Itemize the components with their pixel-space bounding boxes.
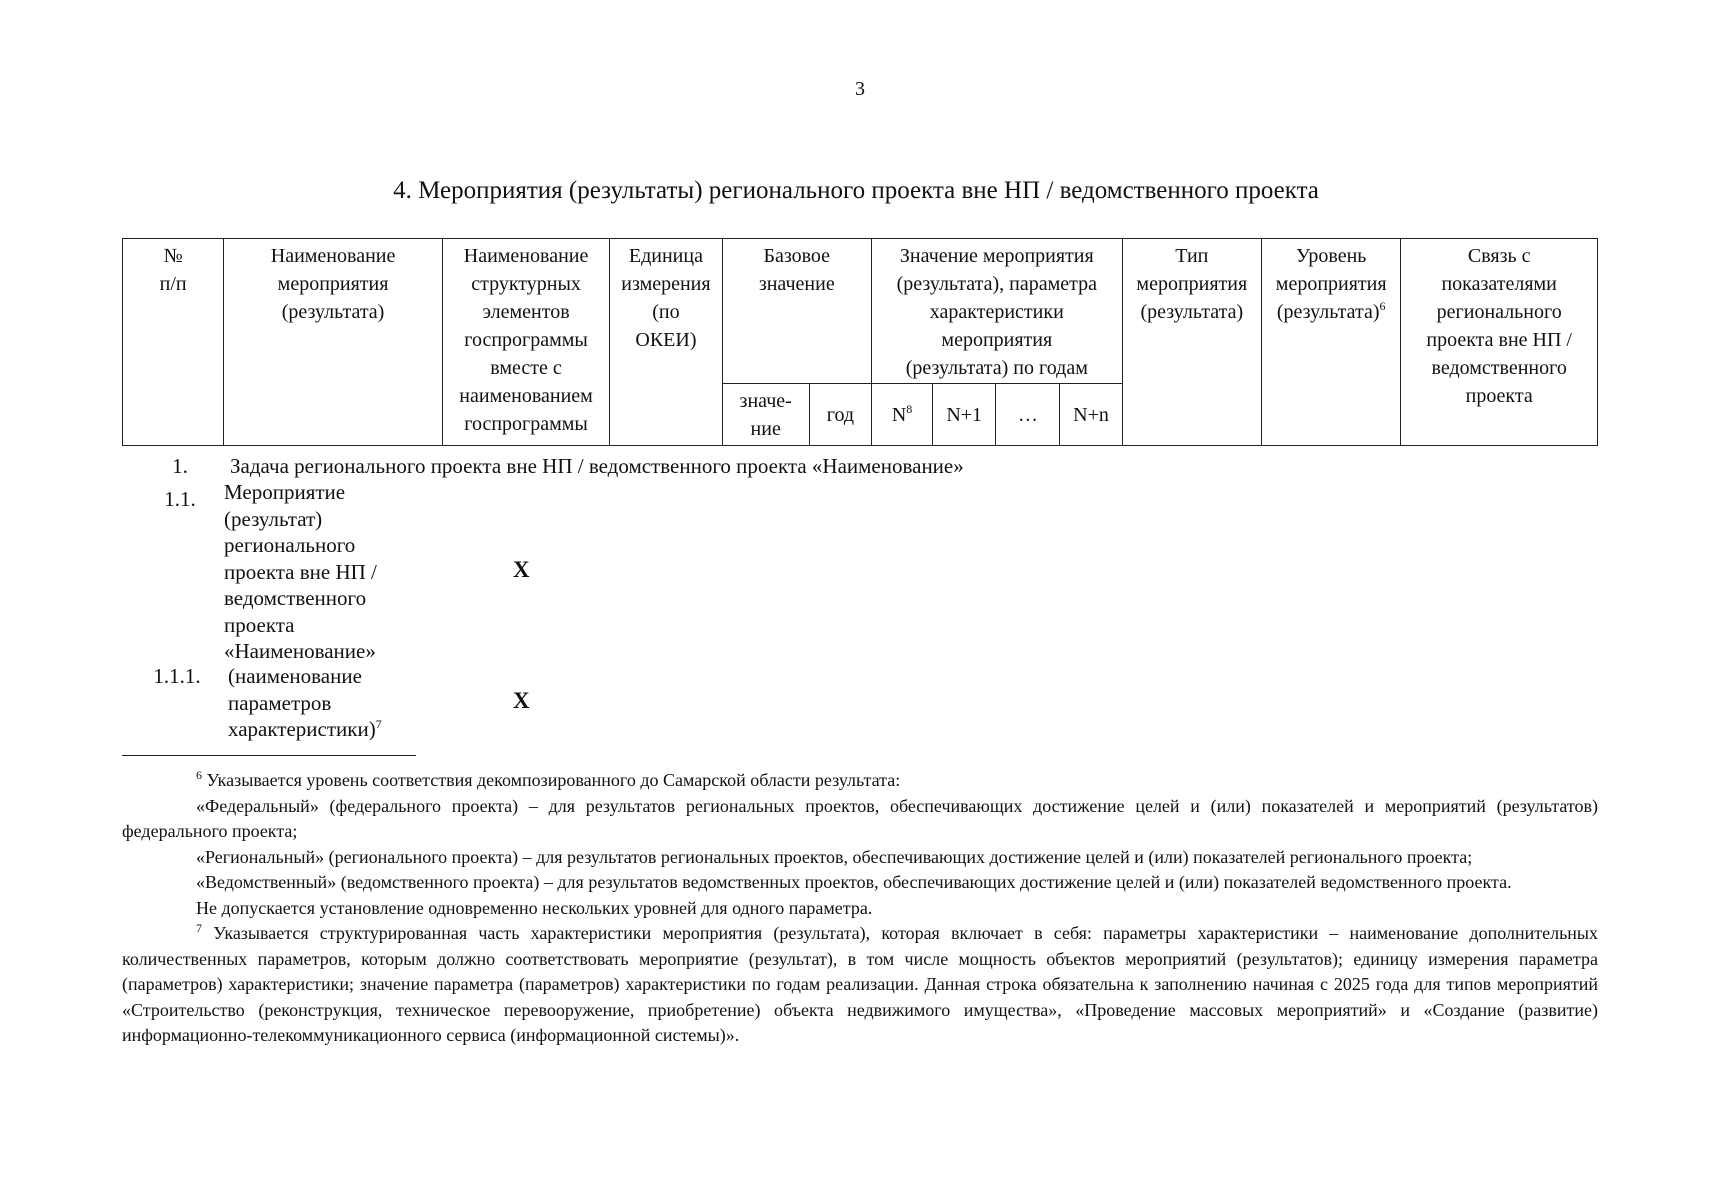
row-parameter-text xyxy=(228,663,428,743)
header-activity-level xyxy=(1262,239,1401,446)
section-title: 4. Мероприятия (результаты) регионального проекта вне НП / ведомственного проекта xyxy=(393,177,1319,204)
row-task-text: Задача регионального проекта вне НП / ведомственного проекта «Наименование» xyxy=(230,454,964,478)
header-activity-name: Наименование мероприятия (результата) xyxy=(224,239,443,446)
footnote-6-federal: «Федеральный» (федерального проекта) – для результатов региональных проектов, обеспечивающих достижение целей и (или) показателей и мероприятий (результатов) федерального проекта; xyxy=(122,795,1598,841)
row-parameter-label: (наименование параметров характеристики) xyxy=(228,664,376,741)
header-structural-elements: Наименование структурных элементов госпрограммы вместе с наименованием госпрограммы xyxy=(442,239,609,446)
header-level-footnote-ref: 6 xyxy=(1379,299,1386,313)
footnote-7 xyxy=(122,921,1598,1049)
footnote-6-departmental: «Ведомственный» (ведомственного проекта) – для результатов ведомственных проектов, обеспечивающих достижение целей и (или) показателей ведомственного проекта. xyxy=(196,872,1512,892)
subheader-year-nn: N+n xyxy=(1060,384,1122,446)
subheader-year-dots: … xyxy=(996,384,1060,446)
header-unit: Единица измерения (по ОКЕИ) xyxy=(610,239,722,446)
footnote-7-text: Указывается структурированная часть характеристики мероприятия (результата), которая включает в себя: параметры характеристики – наименование дополнительных количественных параметров, которым должно соответствовать мероприятие (результат), в том числе мощность объектов мероприятий (результатов); единицу измерения параметра (параметров) характеристики; значение параметра (параметров) характеристики по годам реализации. Данная строка обязательна к заполнению начиная с 2025 года для типов мероприятий «Строительство (реконструкция, техническое перевооружение, приобретение) объекта недвижимого имущества», «Проведение массовых мероприятий» и «Создание (развитие) информационно-телекоммуникационного сервиса (информационной системы)». xyxy=(122,923,1598,1045)
row-activity-x-mark: X xyxy=(513,557,530,582)
row-parameter-x-mark: X xyxy=(513,688,530,713)
header-indicator-link: Связь с показателями регионального проекта вне НП / ведомственного проекта xyxy=(1401,239,1598,446)
subheader-year-n1: N+1 xyxy=(933,384,996,446)
header-values-by-year: Значение мероприятия (результата), параметра характеристики мероприятия (результата) по годам xyxy=(871,239,1122,384)
footnote-6-head xyxy=(122,768,1598,794)
row-activity-text: Мероприятие (результат) регионального проекта вне НП / ведомственного проекта «Наименование» xyxy=(224,480,377,663)
header-num: № п/п xyxy=(123,239,224,446)
footnote-6-marker: 6 xyxy=(196,768,202,782)
header-base-value: Базовое значение xyxy=(722,239,871,384)
row-task-number: 1. xyxy=(172,454,188,478)
year-n-label: N xyxy=(891,403,907,426)
subheader-base-value: значе- ние xyxy=(722,384,809,446)
footnote-7-marker: 7 xyxy=(196,921,202,935)
header-level-text: Уровень мероприятия (результата) xyxy=(1275,245,1387,323)
footnote-divider xyxy=(122,755,416,756)
footnote-6-note: Не допускается установление одновременно нескольких уровней для одного параметра. xyxy=(196,897,873,918)
row-activity-number: 1.1. xyxy=(164,487,196,511)
subheader-year-n xyxy=(871,384,932,446)
footnote-6-regional: «Региональный» (регионального проекта) – для результатов региональных проектов, обеспечивающих достижение целей и (или) показателей регионального проекта; xyxy=(196,846,1473,867)
footnotes-block xyxy=(122,768,1598,1049)
row-parameter-number: 1.1.1. xyxy=(153,664,201,688)
row-parameter-footnote-ref: 7 xyxy=(375,717,382,731)
activities-table xyxy=(122,238,1598,446)
year-n-footnote-ref: 8 xyxy=(906,401,913,416)
header-activity-type: Тип мероприятия (результата) xyxy=(1122,239,1261,446)
subheader-base-year: год xyxy=(809,384,871,446)
footnote-6-head-text: Указывается уровень соответствия декомпозированного до Самарской области результата: xyxy=(206,770,901,790)
page-number: 3 xyxy=(855,78,865,100)
